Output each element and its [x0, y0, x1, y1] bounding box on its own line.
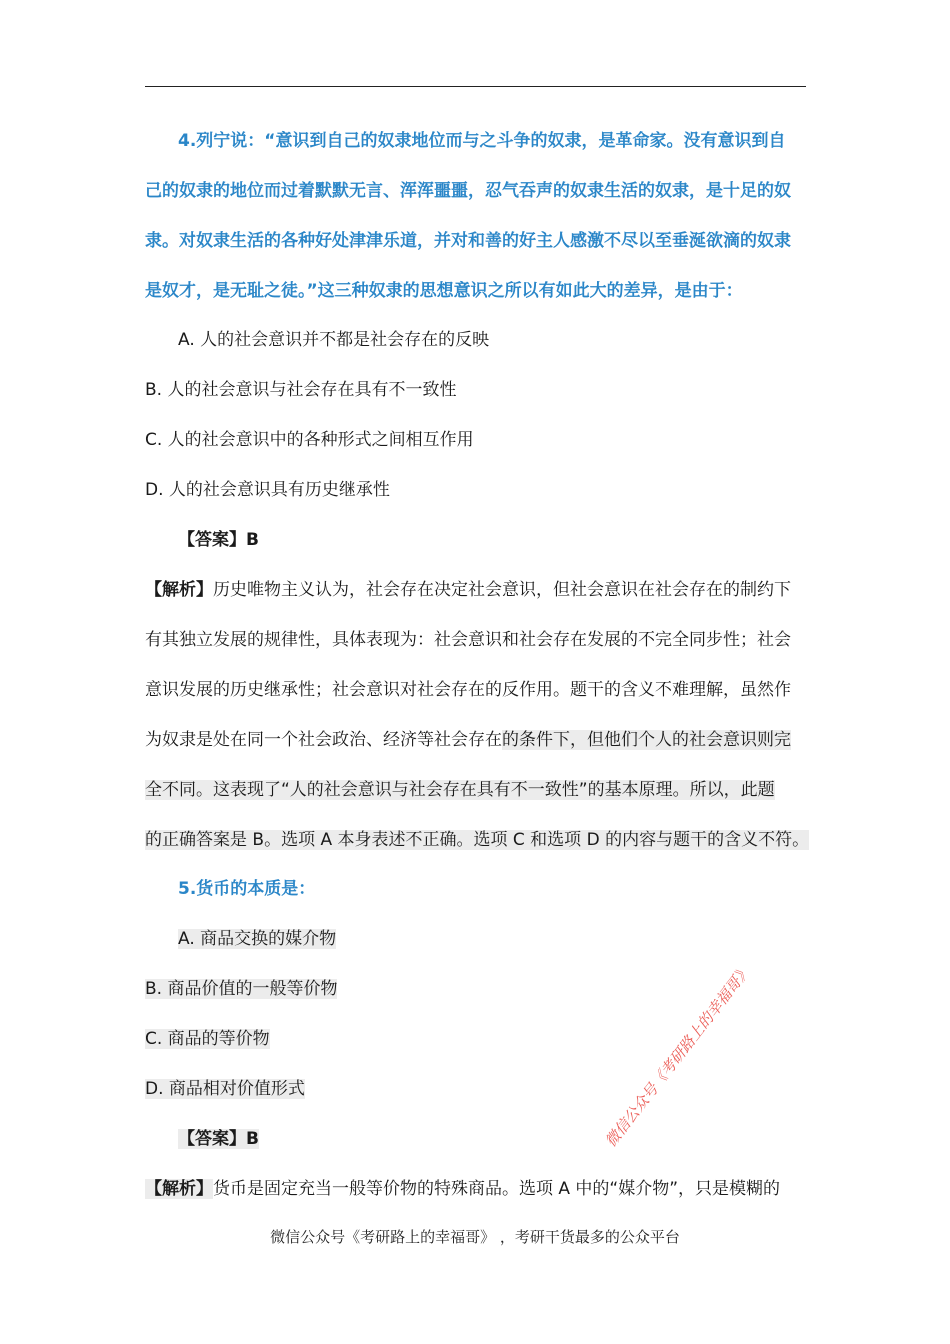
q4-analysis-line-5: 全不同。这表现了“人的社会意识与社会存在具有不一致性”的基本原理。所以，此题: [145, 780, 775, 800]
q4-analysis-label: 【解析】: [145, 580, 213, 600]
q4-option-b: B. 人的社会意识与社会存在具有不一致性: [145, 380, 457, 400]
q5-option-d: D. 商品相对价值形式: [145, 1079, 305, 1099]
q4-option-a: A. 人的社会意识并不都是社会存在的反映: [178, 330, 490, 350]
q4-analysis-line-3: 意识发展的历史继承性；社会意识对社会存在的反作用。题干的含义不难理解，虽然作: [145, 680, 791, 700]
q4-stem-line-1: 4.列宁说：“意识到自己的奴隶地位而与之斗争的奴隶，是革命家。没有意识到自: [178, 131, 786, 151]
q5-answer: 【答案】B: [178, 1129, 259, 1149]
q5-analysis-line-1: 【解析】货币是固定充当一般等价物的特殊商品。选项 A 中的“媒介物”，只是模糊的: [145, 1179, 781, 1199]
q4-stem-line-4: 是奴才，是无耻之徒。”这三种奴隶的思想意识之所以有如此大的差异，是由于：: [145, 281, 743, 301]
watermark-stamp: 微信公众号《考研路上的幸福哥》: [601, 961, 755, 1151]
page-footer: 微信公众号《考研路上的幸福哥》 ，考研干货最多的公众平台: [270, 1228, 680, 1246]
q4-stem-line-3: 隶。对奴隶生活的各种好处津津乐道，并对和善的好主人感激不尽以至垂涎欲滴的奴隶: [145, 231, 791, 251]
q5-stem: 5.货币的本质是：: [178, 879, 316, 899]
q4-analysis-line-2: 有其独立发展的规律性，具体表现为：社会意识和社会存在发展的不完全同步性；社会: [145, 630, 791, 650]
q5-option-a: A. 商品交换的媒介物: [178, 929, 337, 949]
q4-stem-line-2: 己的奴隶的地位而过着默默无言、浑浑噩噩，忍气吞声的奴隶生活的奴隶，是十足的奴: [145, 181, 791, 201]
q4-analysis-line-4: 为奴隶是处在同一个社会政治、经济等社会存在的条件下，但他们个人的社会意识则完: [145, 730, 791, 750]
q4-analysis-line-1: 【解析】历史唯物主义认为，社会存在决定社会意识，但社会意识在社会存在的制约下: [145, 580, 791, 600]
q5-analysis-label: 【解析】: [145, 1179, 213, 1199]
q4-option-d: D. 人的社会意识具有历史继承性: [145, 480, 390, 500]
q5-option-b: B. 商品价值的一般等价物: [145, 979, 338, 999]
q5-option-c: C. 商品的等价物: [145, 1029, 270, 1049]
q4-answer: 【答案】B: [178, 530, 259, 550]
header-rule: [145, 86, 806, 87]
q4-option-c: C. 人的社会意识中的各种形式之间相互作用: [145, 430, 474, 450]
q4-analysis-line-6: 的正确答案是 B。选项 A 本身表述不正确。选项 C 和选项 D 的内容与题干的含义不符。: [145, 830, 810, 850]
